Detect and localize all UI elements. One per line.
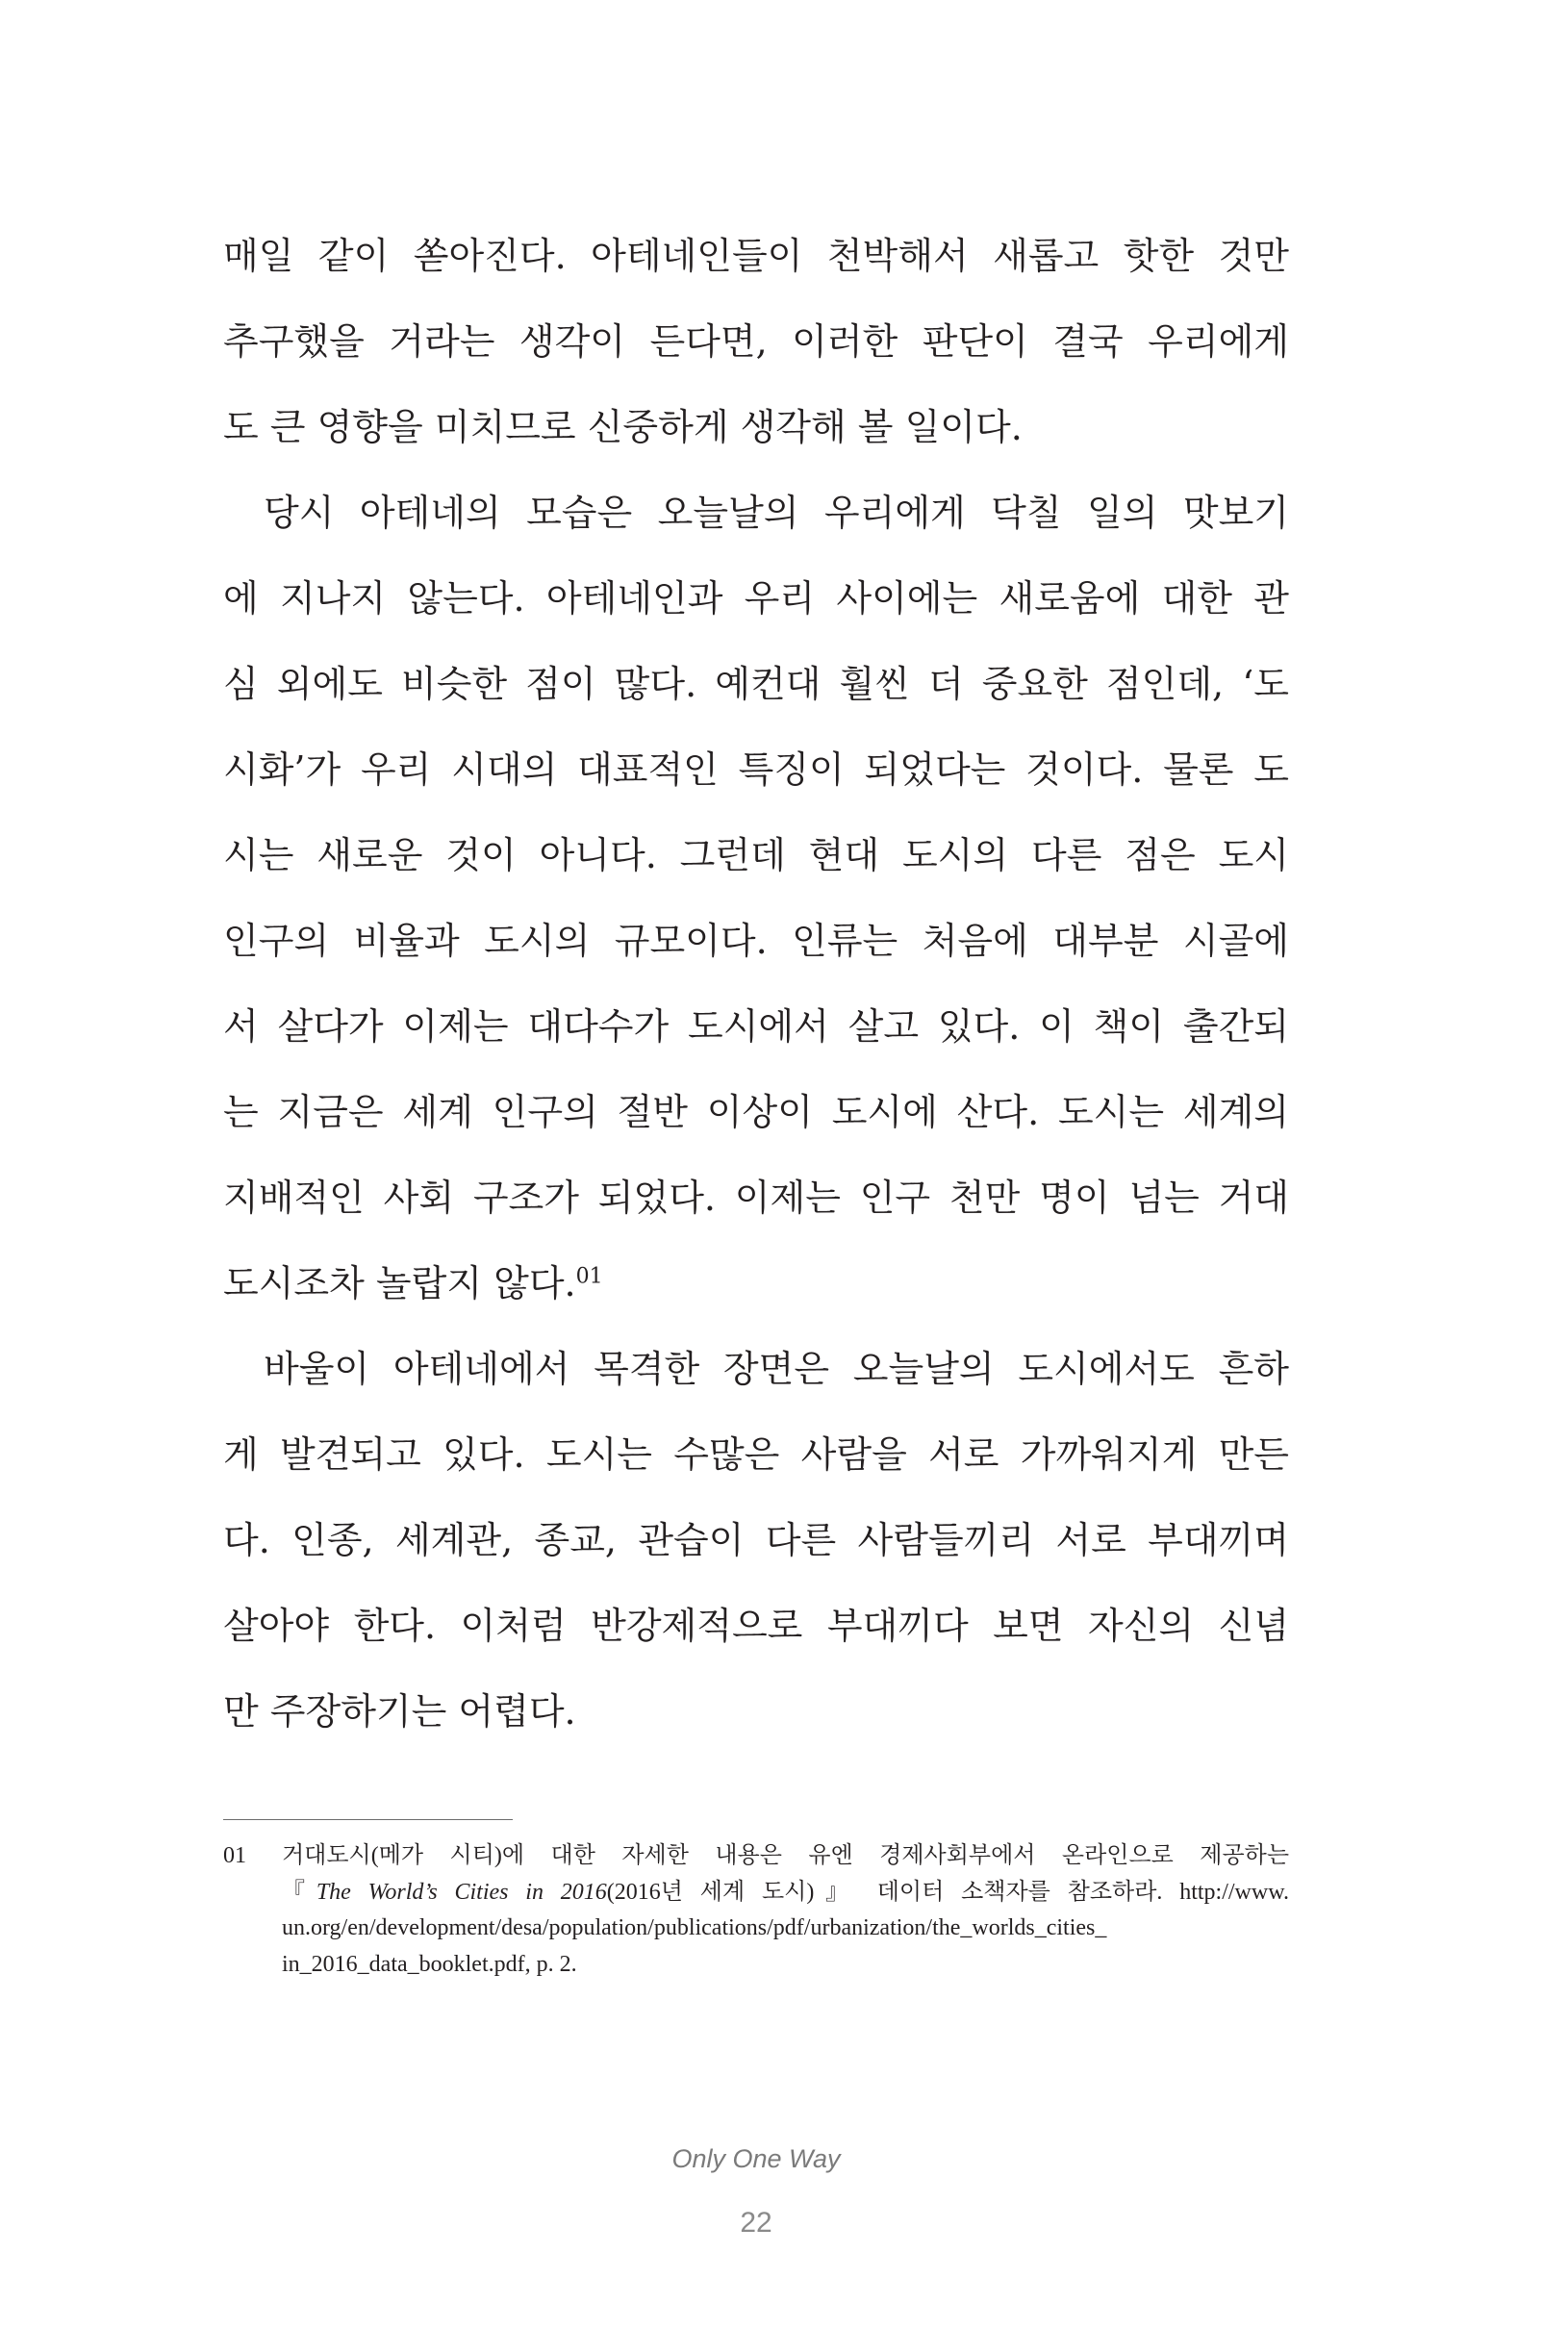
body-line: 서 살다가 이제는 대다수가 도시에서 살고 있다. 이 책이 출간되 [223,1005,1289,1048]
body-line: 지배적인 사회 구조가 되었다. 이제는 인구 천만 명이 넘는 거대 [223,1177,1289,1219]
body-line: 시는 새로운 것이 아니다. 그런데 현대 도시의 다른 점은 도시 [223,834,1289,876]
footnote-text [282,1838,1289,1983]
body-line: 게 발견되고 있다. 도시는 수많은 사람을 서로 가까워지게 만든 [223,1433,1289,1476]
body-line: 당시 아테네의 모습은 오늘날의 우리에게 닥칠 일의 맛보기 [264,492,1289,534]
body-line: 에 지나지 않는다. 아테네인과 우리 사이에는 새로움에 대한 관 [223,577,1289,620]
body-line: 매일 같이 쏟아진다. 아테네인들이 천박해서 새롭고 핫한 것만 [223,235,1289,277]
body-line: 심 외에도 비슷한 점이 많다. 예컨대 훨씬 더 중요한 점인데, ‘도 [223,663,1289,705]
body-line: 바울이 아테네에서 목격한 장면은 오늘날의 도시에서도 흔하 [264,1348,1289,1390]
body-line: 다. 인종, 세계관, 종교, 관습이 다른 사람들끼리 서로 부대끼며 [223,1519,1289,1561]
footnote-line: 거대도시(메가 시티)에 대한 자세한 내용은 유엔 경제사회부에서 온라인으로 제공하는 [282,1843,1289,1868]
footnote-url-line: in_2016_data_booklet.pdf, p. 2. [282,1951,577,1977]
paragraph [223,470,1289,1327]
footnote-line-text: (2016년 세계 도시)』 데이터 소책자를 참조하라. http://www. [606,1879,1289,1905]
body-line: 살아야 한다. 이처럼 반강제적으로 부대끼다 보면 자신의 신념 [223,1605,1289,1647]
body-line: 는 지금은 세계 인구의 절반 이상이 도시에 산다. 도시는 세계의 [223,1091,1289,1133]
body-line: 도 큰 영향을 미치므로 신중하게 생각해 볼 일이다. [223,406,1023,448]
footnote-divider [223,1819,513,1820]
footnote-url-line: un.org/en/development/desa/population/publications/pdf/urbanization/the_worlds_cities_ [282,1915,1107,1941]
body-line [223,1241,1289,1327]
body-line-text: 도시조차 놀랍지 않다. [223,1262,576,1304]
body-line: 인구의 비율과 도시의 규모이다. 인류는 처음에 대부분 시골에 [223,920,1289,962]
body-line: 시화’가 우리 시대의 대표적인 특징이 되었다는 것이다. 물론 도 [223,748,1289,791]
paragraph [223,1327,1289,1755]
footnote-book-title: The World’s Cities in 2016 [316,1879,607,1905]
paragraph [223,214,1289,470]
body-text [223,214,1289,1755]
body-line: 만 주장하기는 어렵다. [223,1690,576,1733]
footnote-reference: 01 [575,1264,603,1289]
footnote-line [282,1875,1289,1911]
footnote [223,1838,1289,1983]
page-number: 22 [740,2207,772,2239]
running-footer-title: Only One Way [671,2144,841,2173]
footnote-marker: 01 [223,1843,246,1868]
footnote-bracket: 『 [282,1879,316,1905]
body-line: 추구했을 거라는 생각이 든다면, 이러한 판단이 결국 우리에게 [223,320,1289,363]
